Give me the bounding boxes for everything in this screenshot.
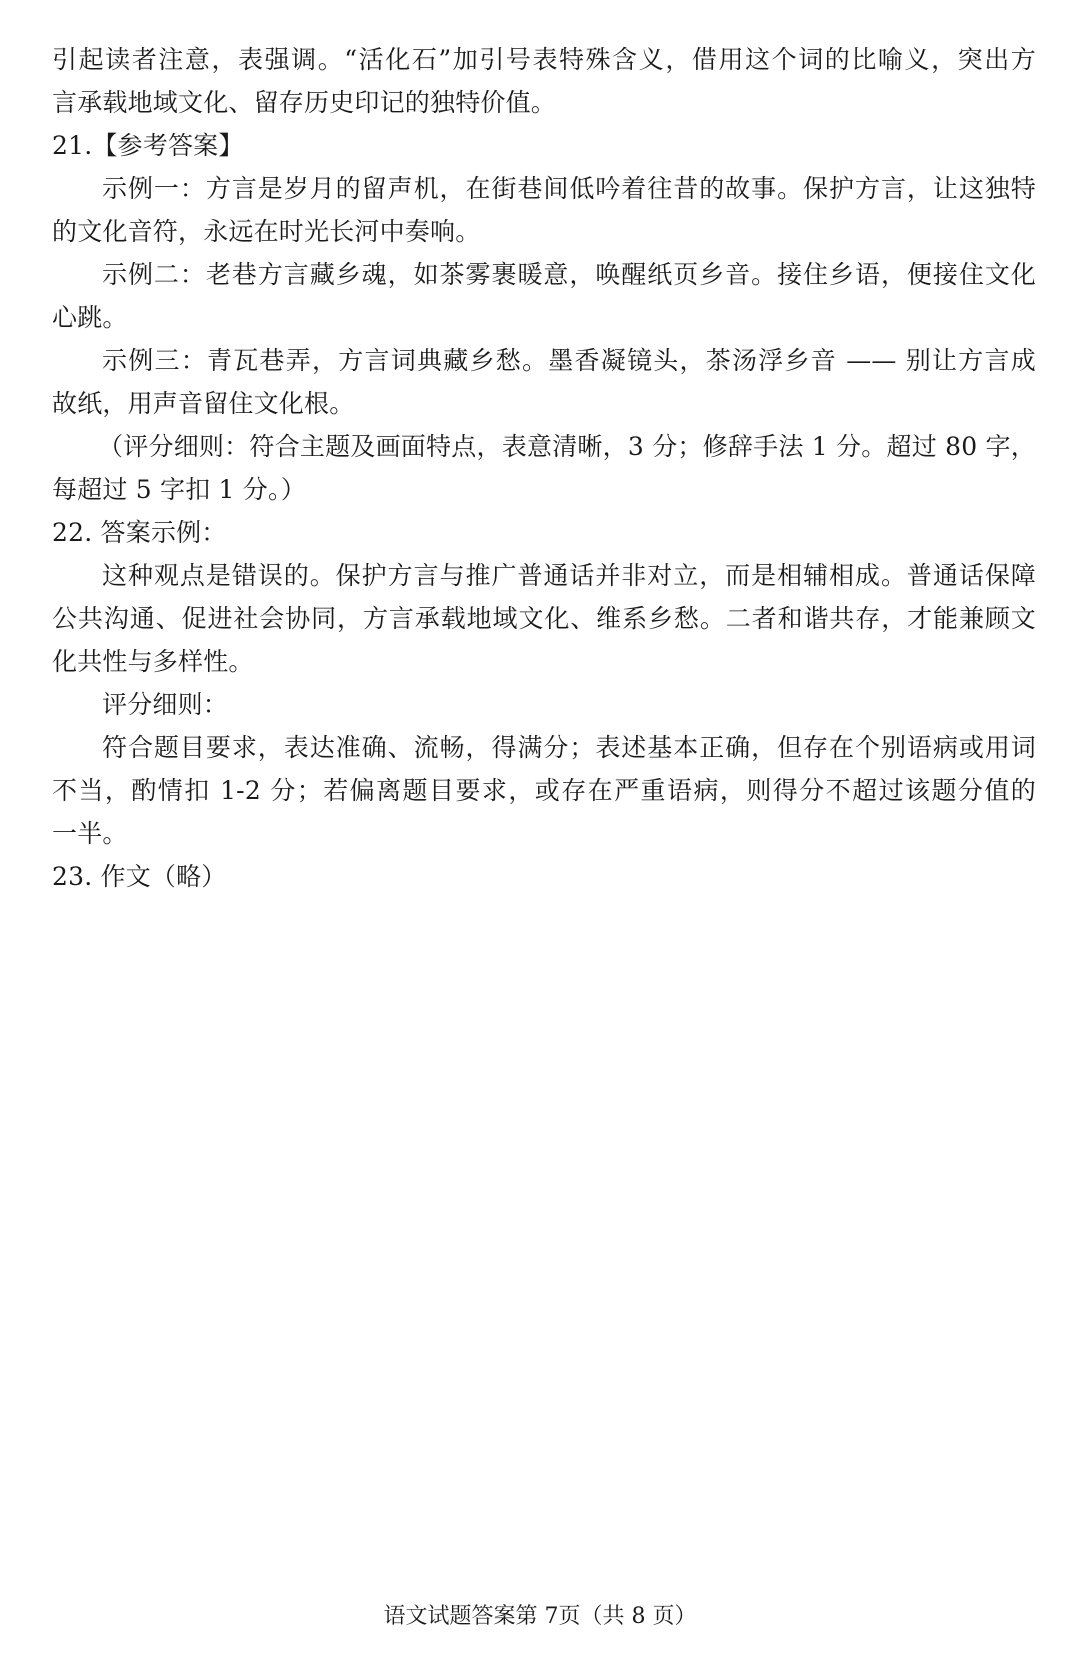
q23-heading: 23. 作文（略） bbox=[52, 862, 227, 891]
q22-heading: 22. 答案示例： bbox=[52, 518, 227, 547]
q22-scoring-line-1: 符合题目要求，表达准确、流畅，得满分；表述基本正确，但存在个别语病或用词 bbox=[102, 733, 1036, 762]
q20-tail-line-2: 言承载地域文化、留存历史印记的独特价值。 bbox=[52, 88, 557, 117]
q21-example1-line-1: 示例一：方言是岁月的留声机，在街巷间低吟着往昔的故事。保护方言，让这独特 bbox=[102, 174, 1036, 203]
document-body bbox=[52, 38, 1036, 898]
q21-example3-line-2: 故纸，用声音留住文化根。 bbox=[52, 389, 355, 418]
q21-scoring-line-1: （评分细则：符合主题及画面特点，表意清晰，3 分；修辞手法 1 分。超过 80 字， bbox=[98, 432, 1036, 461]
page-footer: 语文试题答案第 7页（共 8 页） bbox=[383, 1604, 697, 1629]
q20-tail-line-1: 引起读者注意，表强调。“活化石”加引号表特殊含义，借用这个词的比喻义，突出方 bbox=[52, 45, 1036, 74]
q22-scoring-line-3: 一半。 bbox=[52, 819, 128, 848]
q22-answer-line-1: 这种观点是错误的。保护方言与推广普通话并非对立，而是相辅相成。普通话保障 bbox=[102, 561, 1036, 590]
q22-scoring-line-2: 不当，酌情扣 1-2 分；若偏离题目要求，或存在严重语病，则得分不超过该题分值的 bbox=[52, 776, 1036, 805]
q21-example3-line-1: 示例三：青瓦巷弄，方言词典藏乡愁。墨香凝镜头，茶汤浮乡音 —— 别让方言成 bbox=[102, 346, 1036, 375]
q21-example2-line-1: 示例二：老巷方言藏乡魂，如茶雾裹暖意，唤醒纸页乡音。接住乡语，便接住文化 bbox=[102, 260, 1036, 289]
q21-example2-line-2: 心跳。 bbox=[52, 303, 128, 332]
q22-scoring-label: 评分细则： bbox=[102, 690, 229, 719]
q21-heading: 21.【参考答案】 bbox=[52, 131, 244, 160]
q22-answer-line-3: 化共性与多样性。 bbox=[52, 647, 254, 676]
q21-example1-line-2: 的文化音符，永远在时光长河中奏响。 bbox=[52, 217, 481, 246]
q22-answer-line-2: 公共沟通、促进社会协同，方言承载地域文化、维系乡愁。二者和谐共存，才能兼顾文 bbox=[52, 604, 1036, 633]
q21-scoring-line-2: 每超过 5 字扣 1 分。） bbox=[52, 475, 306, 504]
